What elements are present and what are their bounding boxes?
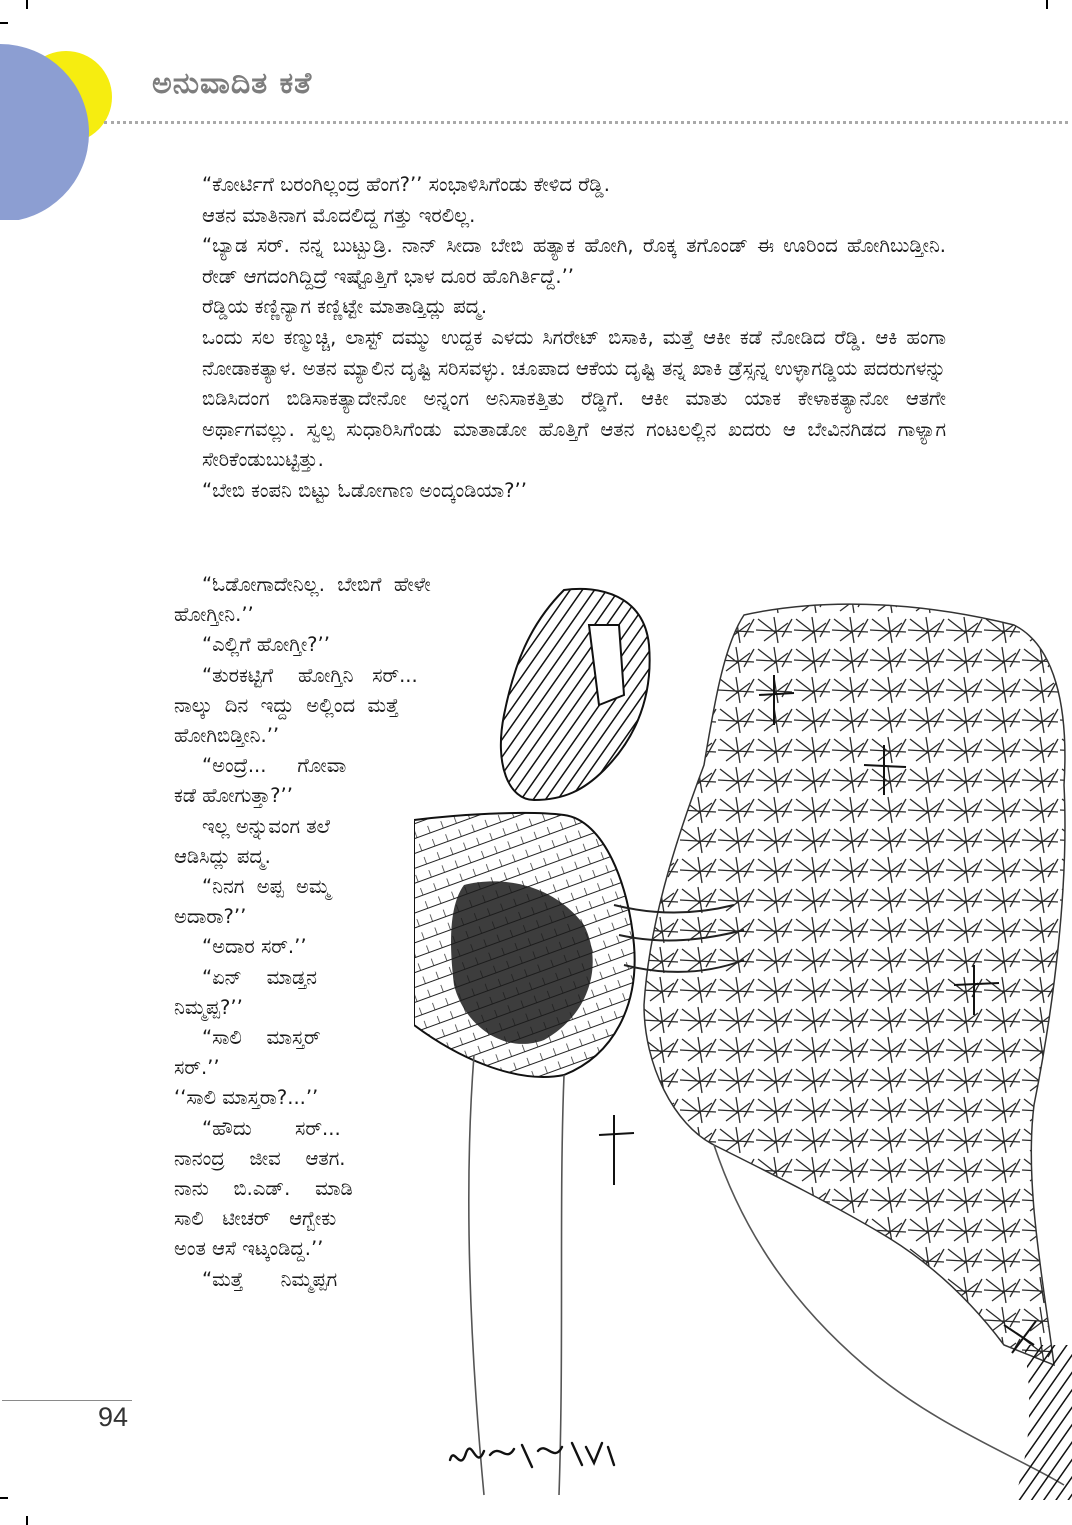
paragraph: “ಕೋರ್ಟಿಗೆ ಬರಂಗಿಲ್ಲಂದ್ರ ಹೆಂಗ?’’ ಸಂಭಾಳಿಸಿಗೆಂಡು ಕೇಳಿದ ರೆಡ್ಡಿ. <box>202 173 610 196</box>
text-line: “ನಿನಗ ಅಪ್ಪ ಅಮ್ಮ <box>202 875 331 899</box>
artist-signature <box>450 1443 614 1467</box>
paragraph: ಆತನ ಮಾತಿನಾಗ ಮೊದಲಿದ್ದ ಗತ್ತು ಇರಲಿಲ್ಲ. <box>202 203 476 227</box>
crop-mark-top-right <box>1046 0 1048 9</box>
crop-mark-bottom-left <box>26 1516 28 1525</box>
text-line: “ಏನ್ ಮಾಡ್ತನ <box>202 965 317 989</box>
body-text-full-width <box>174 170 946 507</box>
figure-hair <box>501 589 650 800</box>
text-line: ನಾಲ್ಕು ದಿನ ಇದ್ದು ಅಲ್ಲಿಂದ ಮತ್ತೆ <box>174 693 399 717</box>
crop-mark-left-upper <box>0 22 8 24</box>
crop-mark-top-left <box>26 0 28 9</box>
text-line: ಸಾಲಿ ಟೀಚರ್ ಆಗ್ಬೇಕು <box>174 1207 337 1231</box>
text-line: ಅದಾರಾ?’’ <box>174 905 247 929</box>
text-line: “ಅಂದ್ರೆ... ಗೋವಾ <box>202 754 347 778</box>
right-corner-shading <box>1014 1345 1072 1500</box>
paragraph: “ಬ್ಯಾಡ ಸರ್. ನನ್ನ ಬುಟ್ಬುಡ್ರಿ. ನಾನ್ ಸೀದಾ ಬೇಬಿ ಹತ್ಯಾಕ ಹೋಗಿ, ರೊಕ್ಕ ತಗೊಂಡ್ ಈ ಊರಿಂದ ಹೋಗಿಬುಡ್ತೀನಿ. ರೇಡ್ ಆಗದಂಗಿದ್ದಿದ್ರೆ ಇಷ್ಟೊತ್ತಿಗೆ ಭಾಳ ದೂರ ಹೊಗಿರ್ತಿದ್ದೆ.’’ <box>202 234 946 288</box>
paragraph: ಒಂದು ಸಲ ಕಣ್ಮುಚ್ಚಿ, ಲಾಸ್ಟ್ ದಮ್ಮು ಉದ್ದಕ ಎಳದು ಸಿಗರೇಟ್ ಬಿಸಾಕಿ, ಮತ್ತೆ ಆಕೀ ಕಡೆ ನೋಡಿದ ರೆಡ್ಡಿ. ಆಕಿ ಹಂಗಾ ನೋಡಾಕತ್ಯಾಳ. ಅತನ ಮ್ಯಾಲಿನ ದೃಷ್ಟಿ ಸರಿಸವಳ್ಳು. ಚೂಪಾದ ಆಕೆಯ ದೃಷ್ಟಿ ತನ್ನ ಖಾಕಿ ಡ್ರೆಸ್ಸನ್ನ ಉಳ್ಳಾಗಡ್ಡಿಯ ಪದರುಗಳನ್ನು ಬಿಡಿಸಿದಂಗ ಬಿಡಿಸಾಕತ್ಯಾದೇನೋ ಅನ್ನಂಗ ಅನಿಸಾಕತ್ತಿತು ರೆಡ್ಡಿಗೆ. ಆಕೀ ಮಾತು ಯಾಕ ಕೇಳಾಕತ್ಯಾನೋ ಆತಗೇ ಅರ್ಥಾಗವಲ್ಲು. ಸ್ವಲ್ಪ ಸುಧಾರಿಸಿಗೆಂಡು ಮಾತಾಡೋ ಹೊತ್ತಿಗೆ ಆತನ ಗಂಟಲಲ್ಲಿನ ಖದರು ಆ ಬೇವಿನಗಿಡದ ಗಾಳ್ಯಾಗ ಸೇರಿಕೆಂಡುಬುಟ್ಟಿತ್ತು. <box>202 325 946 472</box>
text-line: ನಾನಂದ್ರ ಜೀವ ಆತಗ. <box>174 1146 346 1170</box>
dotted-divider <box>104 121 1068 124</box>
text-line: ನಿಮ್ಮಪ್ಪ?’’ <box>174 995 243 1019</box>
section-title: ಅನುವಾದಿತ ಕತೆ <box>152 66 313 101</box>
text-line: ಆಡಿಸಿದ್ಲು ಪದ್ಮ. <box>174 844 271 868</box>
decorative-circles-icon <box>0 40 130 220</box>
text-line: ಸರ್.’’ <box>174 1056 220 1080</box>
foliage-scribble <box>644 604 1065 1365</box>
text-line: ಅಂತ ಆಸೆ ಇಟ್ಕಂಡಿದ್ದ.’’ <box>174 1237 324 1261</box>
page-number: 94 <box>98 1402 129 1432</box>
text-line: ‘‘ಸಾಲಿ ಮಾಸ್ತರಾ?...’’ <box>174 1086 319 1110</box>
text-line: “ಅದಾರ ಸರ್.’’ <box>202 935 307 959</box>
text-line: “ಹೌದು ಸರ್... <box>202 1116 341 1140</box>
text-line: ಹೋಗ್ತೀನಿ.’’ <box>174 603 254 627</box>
crop-mark-left-lower <box>0 1497 8 1499</box>
footer-rule <box>2 1400 132 1401</box>
text-line: ನಾನು ಬಿ.ಎಡ್. ಮಾಡಿ <box>174 1177 353 1201</box>
body-text-narrow-column <box>174 570 431 1295</box>
text-line: “ಸಾಲಿ ಮಾಸ್ತರ್ <box>202 1026 321 1050</box>
text-line: “ತುರಕಟ್ಟಿಗೆ ಹೋಗ್ತಿನಿ ಸರ್... <box>202 663 418 687</box>
text-line: ಇಲ್ಲ ಅನ್ನುವಂಗ ತಲೆ <box>202 814 331 838</box>
text-line: “ಮತ್ತೆ ನಿಮ್ಮಪ್ಪಗ <box>202 1267 338 1291</box>
text-line: “ಓಡೋಗಾದೇನಿಲ್ಲ. ಬೇಬಿಗೆ ಹೇಳೇ <box>202 573 431 596</box>
text-line: ಹೋಗಿಬಿಡ್ತೀನಿ.’’ <box>174 724 280 748</box>
text-line: “ಎಲ್ಲಿಗೆ ಹೋಗ್ತೀ?’’ <box>202 633 330 657</box>
text-line: ಕಡೆ ಹೋಗುತ್ತಾ?’’ <box>174 784 293 808</box>
paragraph: ರೆಡ್ಡಿಯ ಕಣ್ಣಿನ್ಯಾಗ ಕಣ್ಣಿಟ್ಟೇ ಮಾತಾಡ್ತಿದ್ಲು ಪದ್ಮ. <box>202 295 488 319</box>
sketch-illustration <box>414 585 1072 1500</box>
paragraph: “ಬೇಬಿ ಕಂಪನಿ ಬಿಟ್ಟು ಓಡೋಗಾಣ ಅಂದ್ಕಂಡಿಯಾ?’’ <box>202 478 527 502</box>
